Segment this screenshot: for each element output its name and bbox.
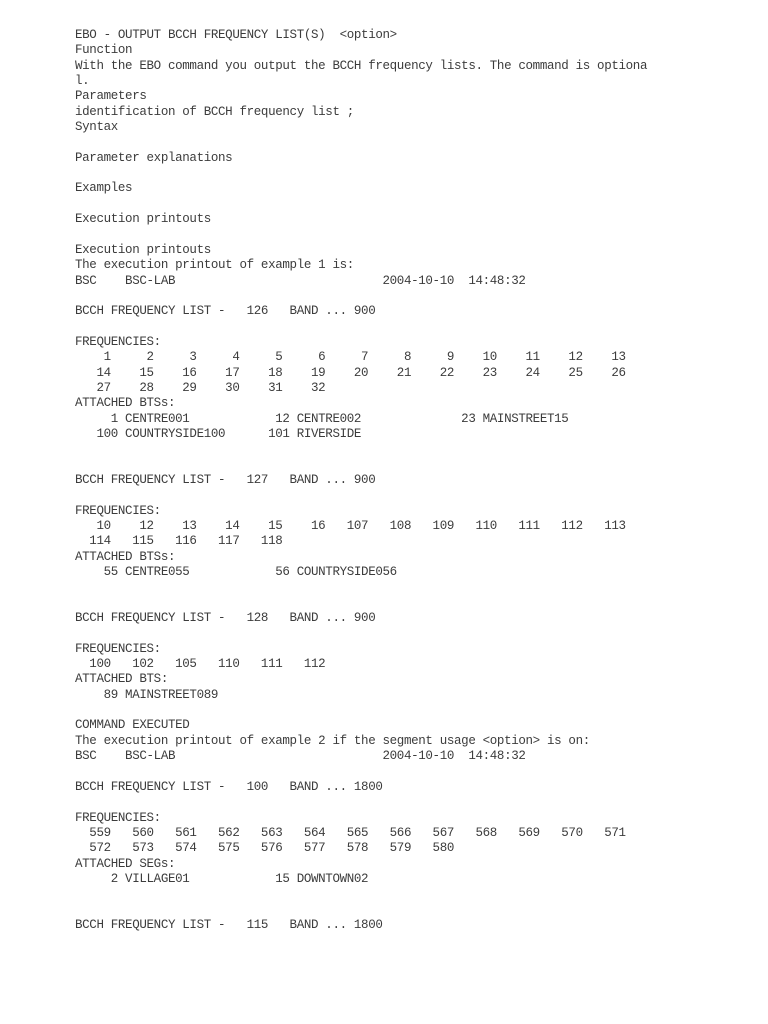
document-line: 27 28 29 30 31 32 <box>75 380 326 395</box>
document-line: ATTACHED BTSs: <box>75 396 176 411</box>
document-line: BCCH FREQUENCY LIST - 128 BAND ... 900 <box>75 611 376 626</box>
document-line: BCCH FREQUENCY LIST - 100 BAND ... 1800 <box>75 779 383 794</box>
document-line: 100 COUNTRYSIDE100 101 RIVERSIDE <box>75 426 362 441</box>
document-line: 89 MAINSTREET089 <box>75 687 219 702</box>
document-line: Parameter explanations <box>75 150 233 165</box>
document-line: 1 CENTRE001 12 CENTRE002 23 MAINSTREET15 <box>75 411 569 426</box>
document-line <box>75 166 735 181</box>
document-line: The execution printout of example 2 if the segment usage <option> is on: <box>75 733 590 748</box>
document-line <box>75 197 735 212</box>
document-line <box>75 458 735 473</box>
document-line: Examples <box>75 181 133 196</box>
document-line: FREQUENCIES: <box>75 334 161 349</box>
document-line <box>75 580 735 595</box>
document-line: 10 12 13 14 15 16 107 108 109 110 111 112 113 <box>75 519 626 533</box>
document-line <box>75 765 735 780</box>
document-line: The execution printout of example 1 is: <box>75 258 354 273</box>
document-line: FREQUENCIES: <box>75 810 161 825</box>
document-line: BCCH FREQUENCY LIST - 115 BAND ... 1800 <box>75 917 383 932</box>
document-line: BSC BSC-LAB 2004-10-10 14:48:32 <box>75 273 526 288</box>
document-line: Execution printouts <box>75 242 211 257</box>
document-line <box>75 703 735 718</box>
document-line: 14 15 16 17 18 19 20 21 22 23 24 25 26 <box>75 365 626 380</box>
document-line <box>75 903 735 918</box>
document-line <box>75 135 735 150</box>
document-line <box>75 320 735 335</box>
document-text <box>75 28 735 933</box>
document-line <box>75 442 735 457</box>
document-line: 559 560 561 562 563 564 565 566 567 568 569 570 571 <box>75 825 626 840</box>
document-line: BCCH FREQUENCY LIST - 127 BAND ... 900 <box>75 472 376 487</box>
document-line <box>75 626 735 641</box>
document-line: FREQUENCIES: <box>75 641 161 656</box>
document-line: Syntax <box>75 120 118 135</box>
document-line: ATTACHED BTS: <box>75 672 168 687</box>
document-line: identification of BCCH frequency list ; <box>75 104 354 119</box>
document-line <box>75 227 735 242</box>
document-line: 55 CENTRE055 56 COUNTRYSIDE056 <box>75 565 397 580</box>
document-line: Function <box>75 43 133 58</box>
document-line <box>75 795 735 810</box>
document-line: 114 115 116 117 118 <box>75 534 283 549</box>
document-line: Execution printouts <box>75 212 211 227</box>
document-line: ATTACHED SEGs: <box>75 856 176 871</box>
document-line <box>75 887 735 902</box>
document-line: ATTACHED BTSs: <box>75 549 176 564</box>
document-line: l. <box>75 74 90 89</box>
document-line: BCCH FREQUENCY LIST - 126 BAND ... 900 <box>75 304 376 319</box>
document-line: Parameters <box>75 89 147 104</box>
document-line: 2 VILLAGE01 15 DOWNTOWN02 <box>75 871 369 886</box>
document-line: EBO - OUTPUT BCCH FREQUENCY LIST(S) <option> <box>75 28 397 42</box>
document-line <box>75 488 735 503</box>
document-line: 100 102 105 110 111 112 <box>75 657 326 672</box>
document-line <box>75 289 735 304</box>
document-line: With the EBO command you output the BCCH frequency lists. The command is optiona <box>75 58 648 73</box>
document-line: COMMAND EXECUTED <box>75 718 190 733</box>
document-line <box>75 596 735 611</box>
document-line: BSC BSC-LAB 2004-10-10 14:48:32 <box>75 749 526 764</box>
document-line: FREQUENCIES: <box>75 503 161 518</box>
document-line: 1 2 3 4 5 6 7 8 9 10 11 12 13 <box>75 350 626 365</box>
document-line: 572 573 574 575 576 577 578 579 580 <box>75 841 455 856</box>
